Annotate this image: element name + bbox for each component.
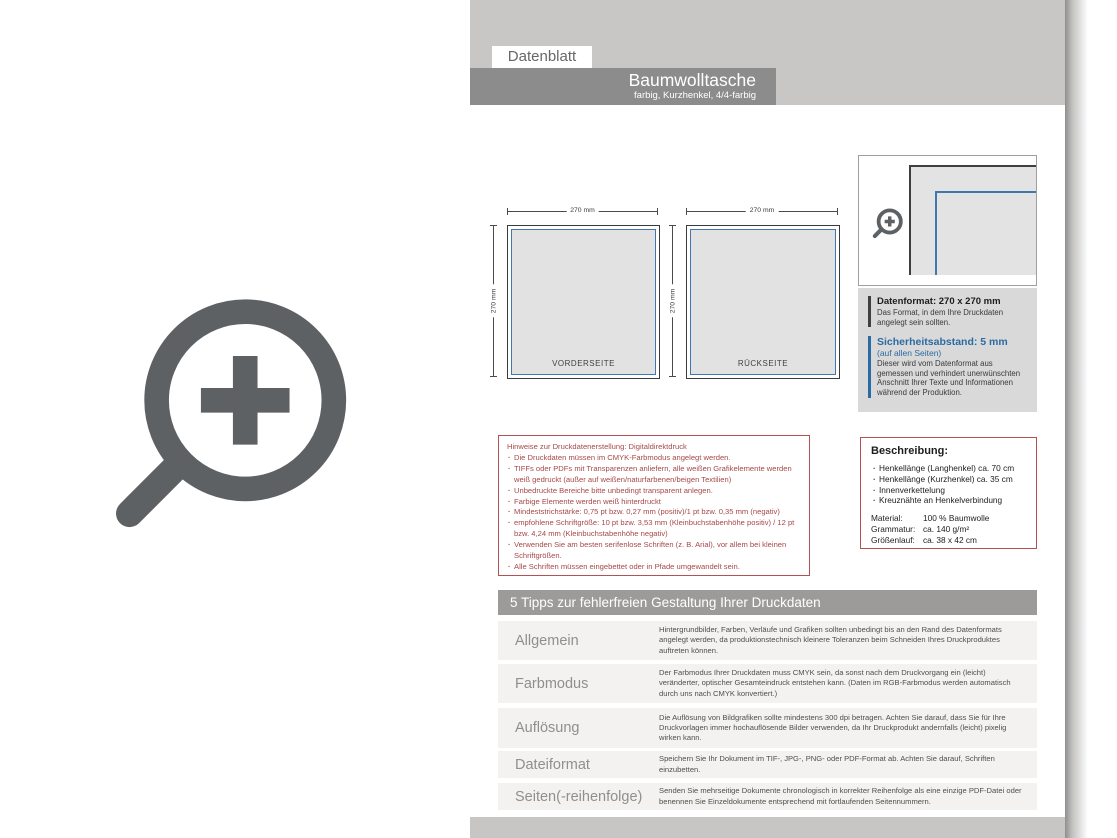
description-item: · Innenverkettelung [871,485,1030,496]
tip-row-allgemein [498,621,1037,660]
spec-label: Größenlauf: [871,534,915,545]
front-width-label: 270 mm [566,206,599,216]
page-shadow [1065,0,1089,838]
note-item: · Verwenden Sie am besten serifenlose Schriften (z. B. Arial), vor allem bei kleinen Schriftgrößen. [507,540,803,562]
tip-label: Farbmodus [515,675,589,692]
front-side-label: VORDERSEITE [552,359,615,368]
tip-row-seitenreihenfolge [498,783,1037,810]
note-item: · TIFFs oder PDFs mit Transparenzen anliefern, alle weißen Grafikelemente werden weiß gedruckt (außer auf weißen/naturfarbenen/beigen Textilien) [507,464,803,486]
page-subtitle: farbig, Kurzhenkel, 4/4-farbig [634,90,756,101]
front-width-dimension [507,208,658,215]
spec-value: ca. 140 g/m² [923,523,970,534]
safety-text: Dieser wird vom Datenformat aus gemessen und verhindert unerwünschten Anschnitt Ihrer Texte und Informationen während der Produktion. [877,359,1021,397]
description-title: Beschreibung: [871,445,949,457]
note-item: · Die Druckdaten müssen im CMYK-Farbmodus angelegt werden. [507,453,803,464]
back-width-dimension [686,208,838,215]
datenblatt-tab: Datenblatt [492,46,592,68]
tip-row-farbmodus [498,664,1037,703]
back-side-label: RÜCKSEITE [737,359,789,368]
back-side-diagram [686,225,840,379]
spec-value: ca. 38 x 42 cm [923,534,977,545]
note-item: · Mindeststrichstärke: 0,75 pt bzw. 0,27 mm (positiv)/1 pt bzw. 0,35 mm (negativ) [507,507,803,518]
description-item: · Henkellänge (Kurzhenkel) ca. 35 cm [871,474,1030,485]
safety-subtitle: (auf allen Seiten) [877,348,942,359]
spec-row [871,535,1030,546]
back-safety-area [690,229,836,375]
zoom-in-icon[interactable] [871,206,904,242]
front-side-diagram [507,225,660,379]
format-info-box [858,288,1037,412]
page-frame-bottom [470,817,1065,838]
tip-text: Senden Sie mehrseitige Dokumente chronologisch in korrekter Reihenfolge als eine einzige PDF-Datei oder benennen Sie Einzeldokumente entsprechend mit fortlaufenden Seitennummern. [659,786,1022,806]
tip-row-aufloesung [498,708,1037,748]
tips-section-header: 5 Tipps zur fehlerfreien Gestaltung Ihrer Druckdaten [498,590,1037,615]
back-height-dimension [669,225,676,377]
corner-zoom-preview [858,155,1037,286]
spec-value: 100 % Baumwolle [923,513,990,524]
tip-text: Hintergrundbilder, Farben, Verläufe und Grafiken sollten unbedingt bis an den Rand des Datenformats angelegt werden, da produktionstechnisch kleinere Toleranzen beim Schneiden Ihres Druckproduktes auftreten können. [659,625,1002,655]
tip-row-dateiformat [498,751,1037,778]
tip-text: Die Auflösung von Bildgrafiken sollte mindestens 300 dpi betragen. Achten Sie darauf, dass Sie für Ihre Druckvorlagen immer hochauflösende Bilder verwenden, da Ihr Druckprodukt andernfalls (leicht) pixelig wirken kann. [659,712,1007,743]
tip-label: Seiten(-reihenfolge) [515,788,643,805]
back-height-label: 270 mm [669,285,676,318]
note-item: · Unbedruckte Bereiche bitte unbedingt transparent anlegen. [507,486,803,497]
note-item: · Farbige Elemente werden weiß hinterdruckt [507,497,803,508]
front-safety-area [511,229,656,375]
spec-label: Material: [871,513,903,524]
safety-block [868,336,1029,397]
tip-label: Allgemein [515,632,579,649]
tip-text: Der Farbmodus Ihrer Druckdaten muss CMYK sein, da sonst nach dem Druckvorgang ein (leicht) veränderter, optischer Gesamteindruck entstehen kann. (Daten im RGB-Farbmodus werden automatisch durch uns nach CMYK konvertiert.) [659,668,1011,698]
tip-label: Dateiformat [515,756,590,773]
dataformat-title: Datenformat: 270 x 270 mm [877,296,1001,307]
description-box [860,437,1037,549]
safety-title: Sicherheitsabstand: 5 mm [877,336,1008,349]
spec-list [871,513,1030,545]
spec-label: Grammatur: [871,523,916,534]
tip-text: Speichern Sie Ihr Dokument im TIF-, JPG-, PNG- oder PDF-Format ab. Achten Sie darauf, Schriften einzubetten. [659,754,995,774]
product-title-bar [470,68,776,105]
zoomed-safety-line [935,191,1036,275]
tip-label: Auflösung [515,720,580,736]
spec-row [871,513,1030,524]
spec-row [871,524,1030,535]
zoom-in-icon[interactable] [100,282,356,558]
page-title: Baumwolltasche [628,70,756,90]
dataformat-block [868,296,1029,327]
note-item: · empfohlene Schriftgröße: 10 pt bzw. 3,53 mm (Kleinbuchstabenhöhe positiv) / 12 pt bzw. 4,24 mm (Kleinbuchstabenhöhe negativ) [507,518,803,540]
zoomed-corner-detail [909,165,1036,275]
print-data-notes-box [498,435,810,576]
note-item: · Alle Schriften müssen eingebettet oder in Pfade umgewandelt sein. [507,562,803,573]
description-item: · Henkellänge (Langhenkel) ca. 70 cm [871,463,1030,474]
back-width-label: 270 mm [746,206,779,216]
description-item: · Kreuznähte an Henkelverbindung [871,495,1030,506]
front-height-label: 270 mm [490,285,497,318]
front-height-dimension [490,225,497,377]
dataformat-text: Das Format, in dem Ihre Druckdaten angelegt sein sollten. [877,308,1004,327]
notes-title: Hinweise zur Druckdatenerstellung: Digitaldirektdruck [507,442,687,451]
